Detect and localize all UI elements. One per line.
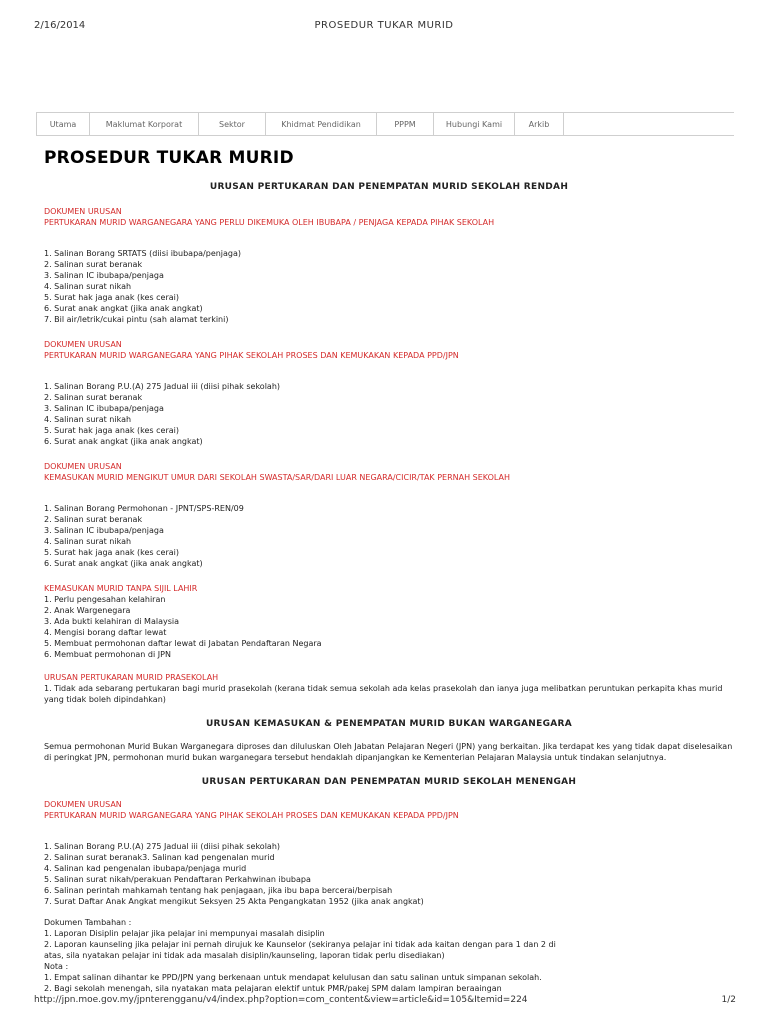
list-item: 3. Salinan IC ibubapa/penjaga <box>44 526 164 535</box>
tambahan-item: 2. Laporan kaunseling jika pelajar ini pernah dirujuk ke Kaunselor (sekiranya pelajar ini tidak ada kaitan dengan para 1 dan 2 di atas, sila nyatakan pelajar ini tidak ada masalah disiplin/kaunseling, laporan tidak perlu disediakan) <box>44 940 556 960</box>
sijil-label: KEMASUKAN MURID TANPA SIJIL LAHIR <box>44 584 198 593</box>
list-item: 6. Salinan perintah mahkamah tentang hak penjagaan, jika ibu bapa bercerai/berpisah <box>44 886 393 895</box>
list-item: 4. Mengisi borang daftar lewat <box>44 628 167 637</box>
list-item: 4. Salinan surat nikah <box>44 282 132 291</box>
sijil-list <box>44 594 734 660</box>
nav-pppm[interactable]: PPPM <box>376 113 433 135</box>
list-item: 6. Surat anak angkat (jika anak angkat) <box>44 304 203 313</box>
doc-block-3 <box>44 461 734 569</box>
nota-item: 2. Bagi sekolah menengah, sila nyatakan mata pelajaran elektif untuk PMR/pakej SPM dalam lampiran beraaingan <box>44 984 502 993</box>
nav-arkib[interactable]: Arkib <box>514 113 564 135</box>
prasekolah-label: URUSAN PERTUKARAN MURID PRASEKOLAH <box>44 673 219 682</box>
list-item: 2. Anak Wargenegara <box>44 606 131 615</box>
doc-block-1 <box>44 206 734 325</box>
list-item: 4. Salinan surat nikah <box>44 537 132 546</box>
doc-subtitle: KEMASUKAN MURID MENGIKUT UMUR DARI SEKOLAH SWASTA/SAR/DARI LUAR NEGARA/CICIR/TAK PERNAH SEKOLAH <box>44 473 511 482</box>
list-item: 3. Salinan IC ibubapa/penjaga <box>44 271 164 280</box>
print-header-title: PROSEDUR TUKAR MURID <box>314 20 454 31</box>
tambahan-item: 1. Laporan Disiplin pelajar jika pelajar ini mempunyai masalah disiplin <box>44 929 325 938</box>
doc-label: DOKUMEN URUSAN <box>44 800 122 809</box>
tambahan-label: Dokumen Tambahan : <box>44 918 132 927</box>
prasekolah-block <box>44 672 734 705</box>
nav-sektor[interactable]: Sektor <box>198 113 265 135</box>
list-item: 5. Membuat permohonan daftar lewat di Jabatan Pendaftaran Negara <box>44 639 322 648</box>
list-item: 6. Surat anak angkat (jika anak angkat) <box>44 559 203 568</box>
nota-item: 1. Empat salinan dihantar ke PPD/JPN yang berkenaan untuk mendapat kelulusan dan satu salinan untuk simpanan sekolah. <box>44 973 542 982</box>
doc-list <box>44 841 734 907</box>
article-content <box>44 148 734 994</box>
nota-label: Nota : <box>44 962 69 971</box>
doc-list <box>44 248 734 325</box>
list-item: 6. Surat anak angkat (jika anak angkat) <box>44 437 203 446</box>
page-title: PROSEDUR TUKAR MURID <box>44 148 294 168</box>
doc-label: DOKUMEN URUSAN <box>44 207 122 216</box>
bukan-warganegara-text: Semua permohonan Murid Bukan Warganegara diproses dan diluluskan Oleh Jabatan Pelajaran Negeri (JPN) yang berkaitan. Jika terdapat kes yang tidak dapat diselesaikan di peringkat JPN, permohonan murid bukan warganegara tersebut hendaklah dipanjangkan ke Kementerian Pelajaran Malaysia untuk tindakan selanjutnya. <box>44 742 733 762</box>
nav-utama[interactable]: Utama <box>36 113 89 135</box>
doc-block-2 <box>44 339 734 447</box>
list-item: 7. Bil air/letrik/cukai pintu (sah alamat terkini) <box>44 315 229 324</box>
list-item: 6. Membuat permohonan di JPN <box>44 650 171 659</box>
print-footer-url: http://jpn.moe.gov.my/jpnterengganu/v4/index.php?option=com_content&view=article&id=105&Itemid=224 <box>34 995 528 1005</box>
section-heading-menengah: URUSAN PERTUKARAN DAN PENEMPATAN MURID SEKOLAH MENENGAH <box>201 777 577 787</box>
main-nav <box>36 112 734 136</box>
doc-list <box>44 381 734 447</box>
list-item: 1. Salinan Borang Permohonan - JPNT/SPS-REN/09 <box>44 504 244 513</box>
list-item: 2. Salinan surat beranak <box>44 393 143 402</box>
sijil-lahir-block <box>44 583 734 660</box>
list-item: 7. Surat Daftar Anak Angkat mengikut Seksyen 25 Akta Pengangkatan 1952 (jika anak angkat) <box>44 897 424 906</box>
list-item: 5. Surat hak jaga anak (kes cerai) <box>44 548 179 557</box>
list-item: 4. Salinan kad pengenalan ibubapa/penjaga murid <box>44 864 247 873</box>
doc-subtitle: PERTUKARAN MURID WARGANEGARA YANG PIHAK SEKOLAH PROSES DAN KEMUKAKAN KEPADA PPD/JPN <box>44 811 459 820</box>
list-item: 5. Surat hak jaga anak (kes cerai) <box>44 426 179 435</box>
list-item: 4. Salinan surat nikah <box>44 415 132 424</box>
list-item: 2. Salinan surat beranak <box>44 260 143 269</box>
print-page-number: 1/2 <box>721 995 736 1005</box>
list-item: 2. Salinan surat beranak <box>44 515 143 524</box>
list-item: 1. Salinan Borang P.U.(A) 275 Jadual iii (diisi pihak sekolah) <box>44 842 281 851</box>
list-item: 5. Surat hak jaga anak (kes cerai) <box>44 293 179 302</box>
nav-khidmat-pendidikan[interactable]: Khidmat Pendidikan <box>265 113 376 135</box>
doc-subtitle: PERTUKARAN MURID WARGANEGARA YANG PIHAK SEKOLAH PROSES DAN KEMUKAKAN KEPADA PPD/JPN <box>44 351 459 360</box>
nav-hubungi-kami[interactable]: Hubungi Kami <box>433 113 514 135</box>
nav-maklumat-korporat[interactable]: Maklumat Korporat <box>89 113 198 135</box>
prasekolah-text: 1. Tidak ada sebarang pertukaran bagi murid prasekolah (kerana tidak semua sekolah ada kelas prasekolah dan ianya juga melibatkan peruntukan perkapita khas murid yang tidak boleh dipindahkan) <box>44 684 723 704</box>
doc-label: DOKUMEN URUSAN <box>44 462 122 471</box>
list-item: 1. Salinan Borang P.U.(A) 275 Jadual iii (diisi pihak sekolah) <box>44 382 281 391</box>
list-item: 3. Ada bukti kelahiran di Malaysia <box>44 617 180 626</box>
list-item: 3. Salinan IC ibubapa/penjaga <box>44 404 164 413</box>
list-item: 5. Salinan surat nikah/perakuan Pendaftaran Perkahwinan ibubapa <box>44 875 311 884</box>
print-date: 2/16/2014 <box>34 20 86 31</box>
section-heading-bukan-warganegara: URUSAN KEMASUKAN & PENEMPATAN MURID BUKAN WARGANEGARA <box>205 719 573 729</box>
doc-subtitle: PERTUKARAN MURID WARGANEGARA YANG PERLU DIKEMUKA OLEH IBUBAPA / PENJAGA KEPADA PIHAK SEKOLAH <box>44 218 495 227</box>
list-item: 1. Perlu pengesahan kelahiran <box>44 595 166 604</box>
section-heading-rendah: URUSAN PERTUKARAN DAN PENEMPATAN MURID SEKOLAH RENDAH <box>209 182 569 192</box>
list-item: 2. Salinan surat beranak3. Salinan kad pengenalan murid <box>44 853 275 862</box>
list-item: 1. Salinan Borang SRTATS (diisi ibubapa/penjaga) <box>44 249 242 258</box>
doc-list <box>44 503 734 569</box>
doc-label: DOKUMEN URUSAN <box>44 340 122 349</box>
